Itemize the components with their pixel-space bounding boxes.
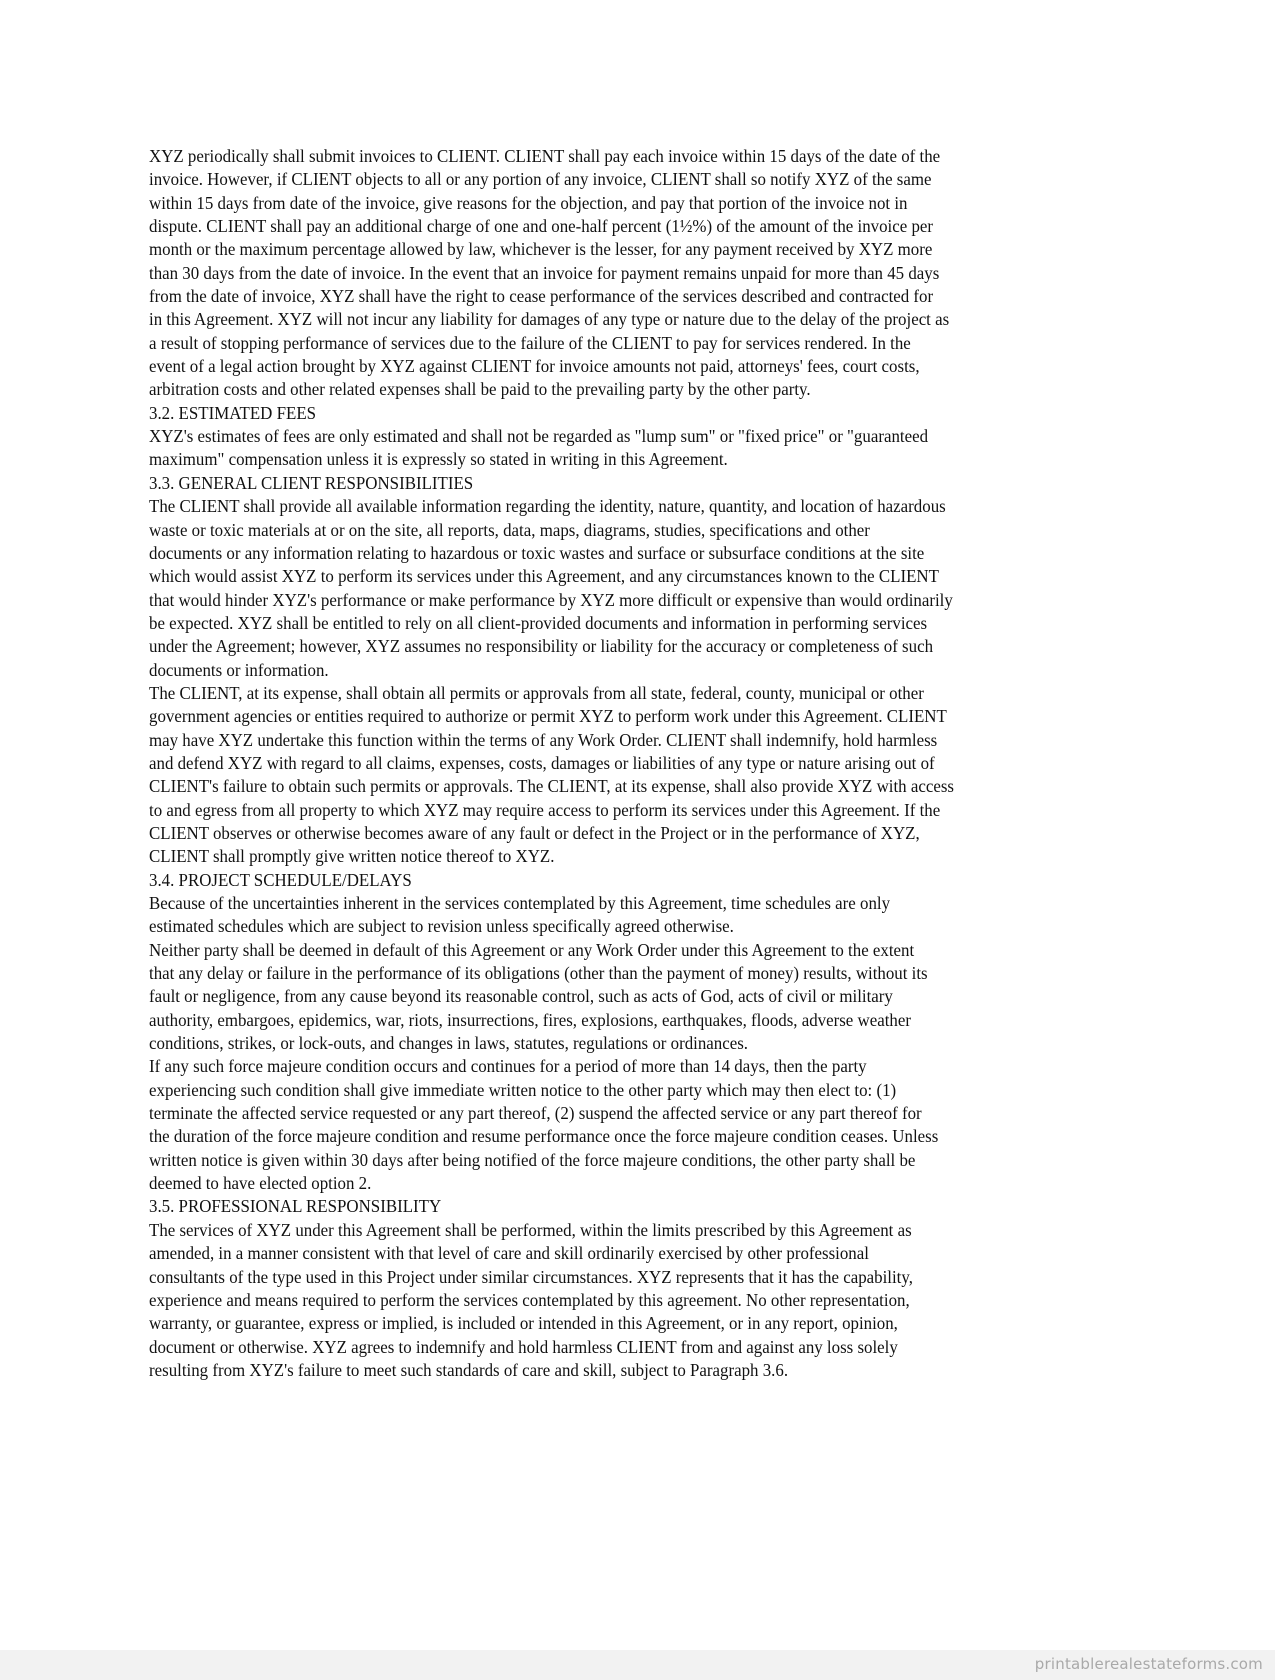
text-line: that any delay or failure in the performance of its obligations (other than the payment of money) results, without its [149,963,928,984]
section-heading: 3.4. PROJECT SCHEDULE/DELAYS [149,869,412,890]
text-line: consultants of the type used in this Project under similar circumstances. XYZ represents that it has the capability, [149,1266,913,1287]
text-line: fault or negligence, from any cause beyond its reasonable control, such as acts of God, acts of civil or military [149,986,893,1007]
text-line: which would assist XYZ to perform its services under this Agreement, and any circumstances known to the CLIENT [149,566,939,587]
text-line: The CLIENT shall provide all available information regarding the identity, nature, quantity, and location of hazardous [149,496,946,517]
text-line: invoice. However, if CLIENT objects to all or any portion of any invoice, CLIENT shall so notify XYZ of the same [149,169,932,190]
text-line: document or otherwise. XYZ agrees to indemnify and hold harmless CLIENT from and against any loss solely [149,1336,898,1357]
text-line: authority, embargoes, epidemics, war, riots, insurrections, fires, explosions, earthquakes, floods, adverse weather [149,1009,911,1030]
text-line: terminate the affected service requested or any part thereof, (2) suspend the affected service or any part thereof for [149,1103,922,1124]
text-line: The CLIENT, at its expense, shall obtain all permits or approvals from all state, federal, county, municipal or other [149,682,924,703]
text-line: conditions, strikes, or lock-outs, and changes in laws, statutes, regulations or ordinances. [149,1033,749,1054]
text-line: under the Agreement; however, XYZ assumes no responsibility or liability for the accuracy or completeness of such [149,636,934,657]
text-line: estimated schedules which are subject to revision unless specifically agreed otherwise. [149,916,734,937]
text-line: documents or information. [149,659,329,680]
text-line: resulting from XYZ's failure to meet such standards of care and skill, subject to Paragraph 3.6. [149,1359,789,1380]
text-line: may have XYZ undertake this function within the terms of any Work Order. CLIENT shall indemnify, hold harmless [149,729,938,750]
text-line: experiencing such condition shall give immediate written notice to the other party which may then elect to: (1) [149,1079,897,1100]
text-line: documents or any information relating to hazardous or toxic wastes and surface or subsurface conditions at the site [149,542,925,563]
text-line: XYZ's estimates of fees are only estimated and shall not be regarded as "lump sum" or "fixed price" or "guaranteed [149,426,929,447]
section-heading: 3.5. PROFESSIONAL RESPONSIBILITY [149,1196,442,1217]
text-line: XYZ periodically shall submit invoices to CLIENT. CLIENT shall pay each invoice within 15 days of the date of the [149,146,941,166]
text-line: to and egress from all property to which XYZ may require access to perform its services under this Agreement. If the [149,799,941,820]
text-line: dispute. CLIENT shall pay an additional charge of one and one-half percent (1½%) of the amount of the invoice per [149,216,934,237]
text-line: CLIENT shall promptly give written notice thereof to XYZ. [149,846,555,867]
text-line: warranty, or guarantee, express or implied, is included or intended in this Agreement, or in any report, opinion, [149,1313,898,1334]
text-line: from the date of invoice, XYZ shall have the right to cease performance of the services described and contracted for [149,286,934,307]
text-line: amended, in a manner consistent with that level of care and skill ordinarily exercised by other professional [149,1243,869,1264]
text-line: be expected. XYZ shall be entitled to rely on all client-provided documents and information in performing services [149,612,928,633]
text-line: month or the maximum percentage allowed by law, whichever is the lesser, for any payment received by XYZ more [149,239,933,260]
text-line: government agencies or entities required to authorize or permit XYZ to perform work under this Agreement. CLIENT [149,706,947,727]
text-line: The services of XYZ under this Agreement shall be performed, within the limits prescribed by this Agreement as [149,1219,912,1240]
text-line: than 30 days from the date of invoice. In the event that an invoice for payment remains unpaid for more than 45 days [149,262,940,283]
text-line: CLIENT's failure to obtain such permits or approvals. The CLIENT, at its expense, shall also provide XYZ with access [149,776,954,797]
text-line: Neither party shall be deemed in default of this Agreement or any Work Order under this Agreement to the extent [149,939,915,960]
text-line: in this Agreement. XYZ will not incur any liability for damages of any type or nature due to the delay of the project as [149,309,950,330]
text-line: maximum" compensation unless it is expressly so stated in writing in this Agreement. [149,449,728,470]
text-line: Because of the uncertainties inherent in the services contemplated by this Agreement, time schedules are only [149,893,891,913]
text-line: event of a legal action brought by XYZ against CLIENT for invoice amounts not paid, attorneys' fees, court costs, [149,356,920,377]
text-line: CLIENT observes or otherwise becomes aware of any fault or defect in the Project or in the performance of XYZ, [149,822,920,843]
section-heading: 3.3. GENERAL CLIENT RESPONSIBILITIES [149,472,474,493]
document-body [149,145,1129,1382]
text-line: experience and means required to perform the services contemplated by this agreement. No other representation, [149,1289,910,1310]
text-line: If any such force majeure condition occurs and continues for a period of more than 14 days, then the party [149,1056,867,1077]
text-line: the duration of the force majeure condition and resume performance once the force majeure condition ceases. Unless [149,1126,939,1147]
text-line: written notice is given within 30 days after being notified of the force majeure conditions, the other party shall be [149,1149,916,1170]
footer-bar [0,1650,1275,1680]
text-line: that would hinder XYZ's performance or make performance by XYZ more difficult or expensive than would ordinarily [149,589,953,610]
text-line: and defend XYZ with regard to all claims, expenses, costs, damages or liabilities of any type or nature arising out of [149,752,935,773]
text-line: within 15 days from date of the invoice, give reasons for the objection, and pay that portion of the invoice not in [149,192,908,213]
footer-watermark: printablerealestateforms.com [1034,1655,1263,1673]
text-line: waste or toxic materials at or on the site, all reports, data, maps, diagrams, studies, specifications and other [149,519,870,540]
text-line: a result of stopping performance of services due to the failure of the CLIENT to pay for services rendered. In the [149,332,911,353]
text-line: arbitration costs and other related expenses shall be paid to the prevailing party by the other party. [149,379,811,400]
text-line: deemed to have elected option 2. [149,1173,372,1194]
section-heading: 3.2. ESTIMATED FEES [149,402,317,423]
